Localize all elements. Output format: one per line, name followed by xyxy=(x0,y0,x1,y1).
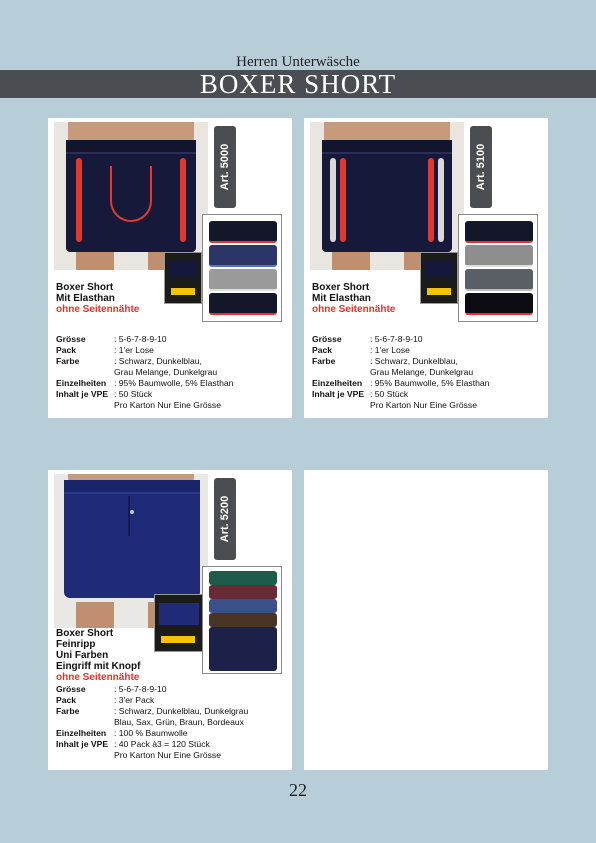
product-title: Boxer Short Mit Elasthan ohne Seitennähte xyxy=(312,282,396,315)
product-photo xyxy=(54,122,208,270)
product-card-5200 xyxy=(48,470,292,770)
empty-card xyxy=(304,470,548,770)
page-subtitle: Herren Unterwäsche xyxy=(236,54,360,70)
product-title: Boxer Short Mit Elasthan ohne Seitennähte xyxy=(56,282,140,315)
boxer-illustration xyxy=(64,480,200,598)
color-variants-thumbnail xyxy=(202,566,282,674)
article-number-tab: Art. 5100 xyxy=(470,126,492,208)
product-specs: Grösse : 5-6-7-8-9-10 Pack : 1'er Lose Farbe : Schwarz, Dunkelblau, Grau Melange, Dunkelgrau Einzelheiten : 95% Baumwolle, 5% Elasthan Inhalt je VPE : 50 Stück Pro Karton Nur Eine Grösse xyxy=(56,334,234,410)
product-card-5000 xyxy=(48,118,292,418)
article-number-tab: Art. 5000 xyxy=(214,126,236,208)
boxer-illustration xyxy=(66,140,196,252)
color-variants-thumbnail xyxy=(202,214,282,322)
product-specs: Grösse : 5-6-7-8-9-10 Pack : 1'er Lose Farbe : Schwarz, Dunkelblau, Grau Melange, Dunkelgrau Einzelheiten : 95% Baumwolle, 5% Elasthan Inhalt je VPE : 50 Stück Pro Karton Nur Eine Grösse xyxy=(312,334,490,410)
page-number: 22 xyxy=(289,780,307,800)
page-title: BOXER SHORT xyxy=(199,69,397,99)
product-photo xyxy=(310,122,464,270)
product-card-5100 xyxy=(304,118,548,418)
article-number-tab: Art. 5200 xyxy=(214,478,236,560)
product-title: Boxer Short Feinripp Uni Farben Eingriff mit Knopf ohne Seitennähte xyxy=(56,628,141,683)
product-specs: Grösse : 5-6-7-8-9-10 Pack : 3'er Pack Farbe : Schwarz, Dunkelblau, Dunkelgrau Blau, Sax, Grün, Braun, Bordeaux Einzelheiten : 100 % Baumwolle Inhalt je VPE : 40 Pack à3 = 120 Stück Pro Karton Nur Eine Grösse xyxy=(56,684,249,760)
boxer-illustration xyxy=(322,140,452,252)
color-variants-thumbnail xyxy=(458,214,538,322)
